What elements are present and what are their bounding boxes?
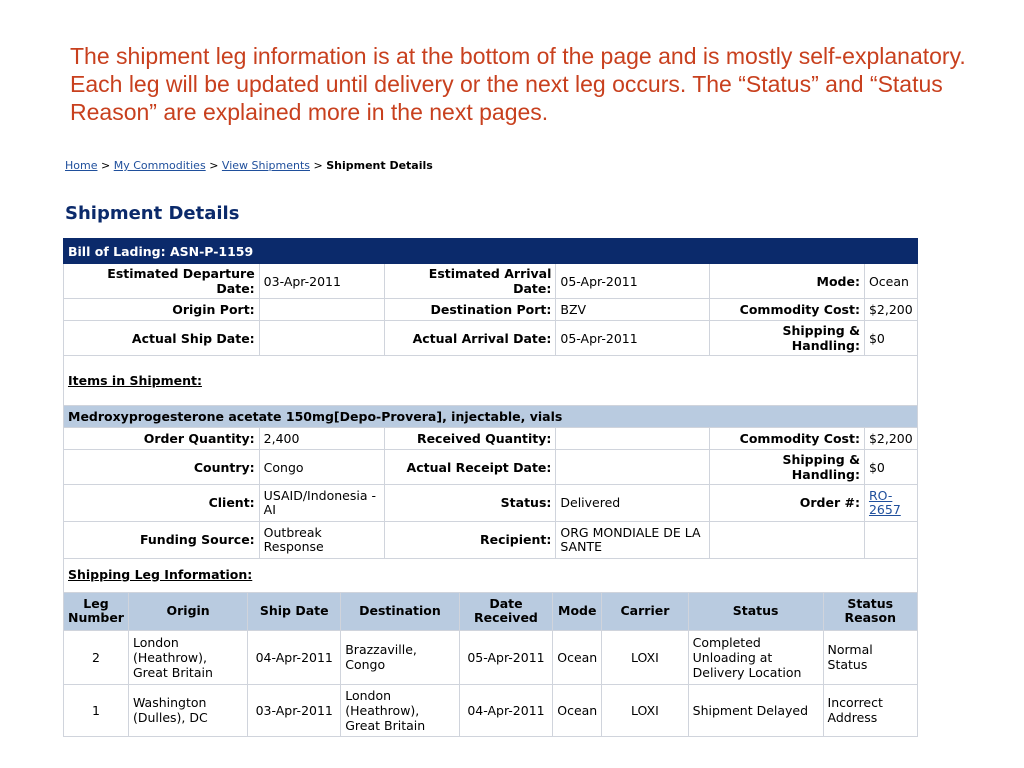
commodity-cost-label: Commodity Cost:: [710, 299, 865, 321]
leg-destination: Brazzaville, Congo: [341, 630, 459, 684]
breadcrumb-separator: >: [209, 159, 219, 172]
product-name: Medroxyprogesterone acetate 150mg[Depo-Provera], injectable, vials: [64, 406, 918, 428]
est-departure-label: Estimated Departure Date:: [64, 264, 260, 299]
actual-arrival-value: 05-Apr-2011: [556, 321, 710, 356]
shipping-label: Shipping & Handling:: [710, 321, 865, 356]
commodity-cost-value: $2,200: [864, 299, 917, 321]
legs-heading: Shipping Leg Information:: [64, 542, 918, 592]
est-departure-value: 03-Apr-2011: [259, 264, 384, 299]
destination-port-value: BZV: [556, 299, 710, 321]
shipment-details-table: [63, 238, 918, 559]
page-title: Shipment Details: [65, 203, 240, 224]
column-header: Mode: [553, 592, 602, 630]
destination-port-label: Destination Port:: [384, 299, 556, 321]
leg-status: Completed Unloading at Delivery Location: [688, 630, 823, 684]
order-number-label: Order #:: [710, 485, 865, 522]
received-qty-label: Received Quantity:: [384, 428, 556, 450]
funding-label: Funding Source:: [64, 522, 260, 559]
breadcrumb: [65, 159, 433, 172]
shipping-legs-table: [63, 542, 918, 737]
status-label: Status:: [384, 485, 556, 522]
mode-label: Mode:: [710, 264, 865, 299]
origin-port-value: [259, 299, 384, 321]
breadcrumb-commodities-link[interactable]: My Commodities: [113, 159, 206, 172]
item-shipping-value: $0: [864, 450, 917, 485]
leg-date-received: 04-Apr-2011: [459, 684, 553, 736]
leg-origin: London (Heathrow), Great Britain: [128, 630, 247, 684]
leg-carrier: LOXI: [602, 684, 688, 736]
item-commodity-cost-value: $2,200: [864, 428, 917, 450]
breadcrumb-separator: >: [313, 159, 323, 172]
mode-value: Ocean: [864, 264, 917, 299]
leg-destination: London (Heathrow), Great Britain: [341, 684, 459, 736]
actual-ship-label: Actual Ship Date:: [64, 321, 260, 356]
column-header: Ship Date: [248, 592, 341, 630]
country-value: Congo: [259, 450, 384, 485]
actual-ship-value: [259, 321, 384, 356]
order-qty-value: 2,400: [259, 428, 384, 450]
items-heading: Items in Shipment:: [64, 356, 918, 406]
intro-text: The shipment leg information is at the bottom of the page and is mostly self-explanatory. Each leg will be updated until delivery or the next leg occurs. The “Status” and “Status Reason” are explained more in the next pages.: [70, 43, 966, 125]
shipping-value: $0: [864, 321, 917, 356]
leg-status: Shipment Delayed: [688, 684, 823, 736]
column-header: Destination: [341, 592, 459, 630]
breadcrumb-current: Shipment Details: [326, 159, 433, 172]
table-row: [64, 684, 918, 736]
leg-origin: Washington (Dulles), DC: [128, 684, 247, 736]
leg-status-reason: Incorrect Address: [823, 684, 917, 736]
column-header: Status: [688, 592, 823, 630]
column-header: Leg Number: [64, 592, 129, 630]
leg-mode: Ocean: [553, 684, 602, 736]
table-row: [64, 630, 918, 684]
leg-number: 2: [64, 630, 129, 684]
recipient-label: Recipient:: [384, 522, 556, 559]
funding-value: Outbreak Response: [259, 522, 384, 559]
column-header: Status Reason: [823, 592, 917, 630]
client-label: Client:: [64, 485, 260, 522]
order-number-link[interactable]: RO-2657: [868, 488, 901, 517]
leg-carrier: LOXI: [602, 630, 688, 684]
leg-number: 1: [64, 684, 129, 736]
client-value: USAID/Indonesia - AI: [259, 485, 384, 522]
est-arrival-value: 05-Apr-2011: [556, 264, 710, 299]
breadcrumb-separator: >: [100, 159, 111, 172]
breadcrumb-home-link[interactable]: Home: [65, 159, 98, 172]
column-header: Carrier: [602, 592, 688, 630]
country-label: Country:: [64, 450, 260, 485]
item-shipping-label: Shipping & Handling:: [710, 450, 865, 485]
leg-ship-date: 03-Apr-2011: [248, 684, 341, 736]
receipt-date-value: [556, 450, 710, 485]
leg-status-reason: Normal Status: [823, 630, 917, 684]
received-qty-value: [556, 428, 710, 450]
leg-ship-date: 04-Apr-2011: [248, 630, 341, 684]
leg-date-received: 05-Apr-2011: [459, 630, 553, 684]
receipt-date-label: Actual Receipt Date:: [384, 450, 556, 485]
bill-of-lading: Bill of Lading: ASN-P-1159: [64, 239, 918, 264]
item-commodity-cost-label: Commodity Cost:: [710, 428, 865, 450]
column-header: Date Received: [459, 592, 553, 630]
column-header: Origin: [128, 592, 247, 630]
actual-arrival-label: Actual Arrival Date:: [384, 321, 556, 356]
est-arrival-label: Estimated Arrival Date:: [384, 264, 556, 299]
origin-port-label: Origin Port:: [64, 299, 260, 321]
leg-mode: Ocean: [553, 630, 602, 684]
order-qty-label: Order Quantity:: [64, 428, 260, 450]
order-number-cell: [864, 485, 917, 522]
status-value: Delivered: [556, 485, 710, 522]
breadcrumb-shipments-link[interactable]: View Shipments: [221, 159, 310, 172]
recipient-value: ORG MONDIALE DE LA SANTE: [556, 522, 710, 559]
